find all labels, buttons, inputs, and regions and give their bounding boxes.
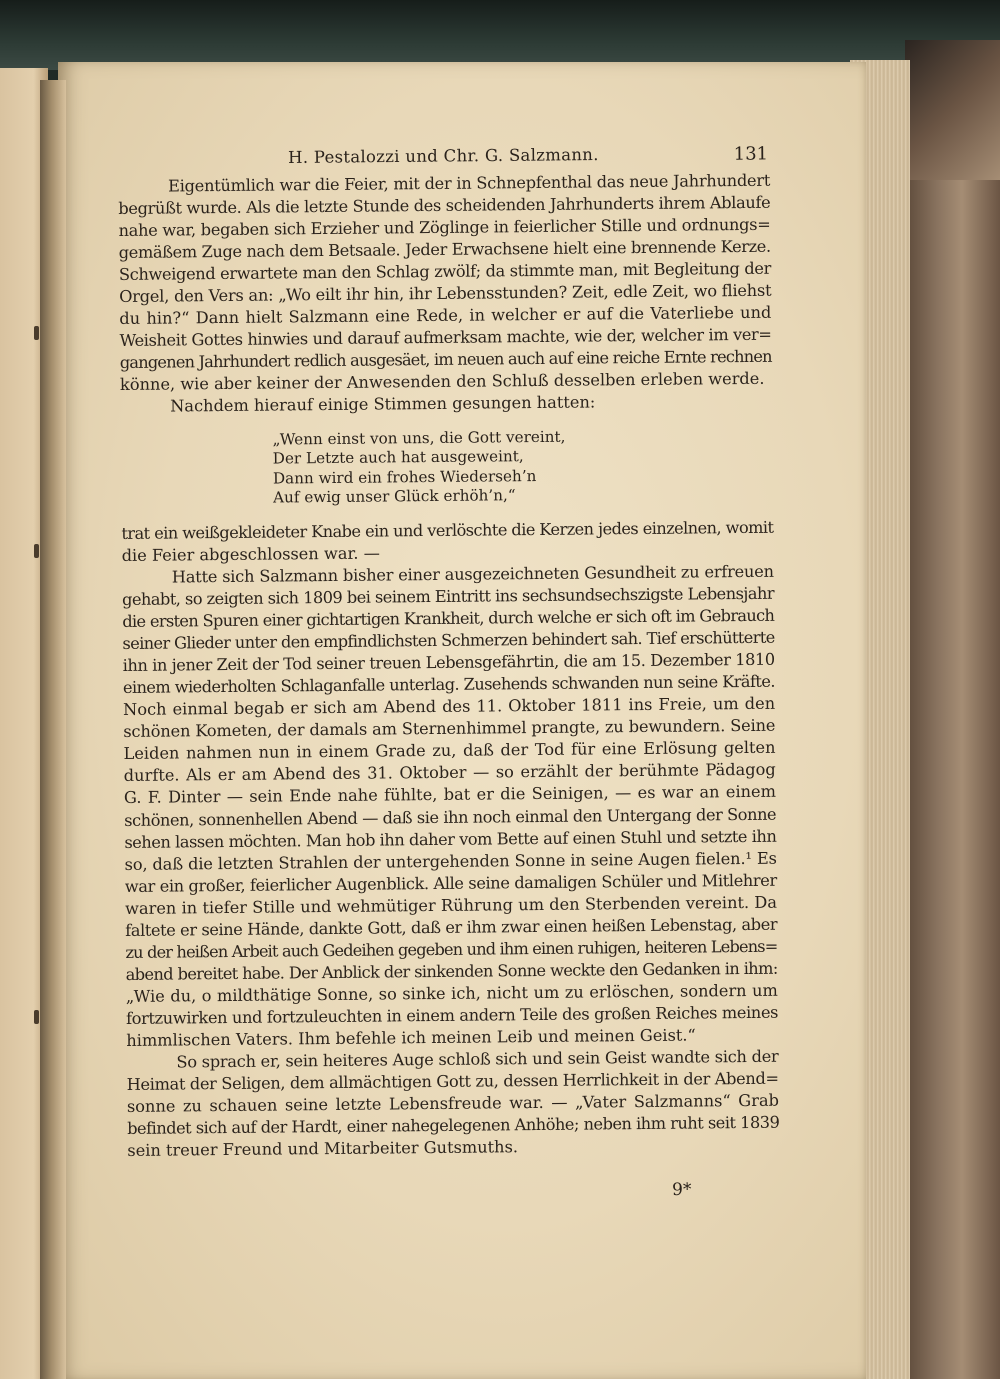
signature-mark: 9* [672,1179,692,1200]
verse-line: Der Letzte auch hat ausgeweint, [272,447,524,468]
text-line: gemäßem Zuge nach dem Betsaale. Jeder Erwachsene hielt eine brennende Kerze. [118,236,771,263]
text-line: gehabt, so zeigten sich 1809 bei seinem Eintritt ins sechsundsechszigste Lebensjahr [121,583,775,610]
text-line: Heimat der Seligen, dem allmächtigen Gott zu, dessen Herrlichkeit in der Abend= [126,1068,779,1095]
text-line: so, daß die letzten Strahlen der untergehenden Sonne in seine Augen fielen.¹ Es [124,848,777,874]
text-line: waren in tiefer Stille und wehmütiger Rührung um den Sterbenden vereint. Da [124,892,778,918]
text-line: „Wie du, o mildthätige Sonne, so sinke ich, nicht um zu erlöschen, sondern um [125,980,778,1006]
page-body [118,170,779,1162]
text-line: befindet sich auf der Hardt, einer nahegelegenen Anhöhe; neben ihm ruht seit 1839 [127,1112,780,1139]
text-line: Hatte sich Salzmann bisher einer ausgezeichneten Gesundheit zu erfreuen [171,561,774,587]
verse-line: „Wenn einst von uns, die Gott vereint, [272,427,566,449]
verse-line: Dann wird ein frohes Wiederseh’n [272,466,537,488]
text-line: einem wiederholten Schlaganfalle unterlag. Zusehends schwanden nun seine Kräfte. [122,671,775,698]
text-line: himmlischen Vaters. Ihm befehle ich meinen Leib und meinen Geist.“ [126,1025,696,1050]
text-line: schönen Kometen, der damals am Sternenhimmel prangte, zu bewundern. Seine [123,716,776,742]
verse-quote [120,425,773,510]
text-line: Noch einmal begab er sich am Abend des 11. Oktober 1811 ins Freie, um den [123,693,776,720]
margin-mark [34,326,39,340]
binding-board-right [905,40,1000,1379]
running-title: H. Pestalozzi und Chr. G. Salzmann. [288,145,599,167]
text-line: Eigentümlich war die Feier, mit der in Schnepfenthal das neue Jahrhundert [168,170,771,196]
page-header [288,143,768,170]
margin-mark [34,544,39,558]
text-line: du hin?“ Dann hielt Salzmann eine Rede, in welcher er auf die Vaterliebe und [119,303,772,329]
text-line: schönen, sonnenhellen Abend — daß sie ihn noch einmal den Untergang der Sonne [124,804,777,830]
text-line: Nachdem hierauf einige Stimmen gesungen hatten: [170,392,596,416]
text-line: durfte. Als er am Abend des 31. Oktober — so erzählt der berühmte Pädagog [123,760,776,786]
text-line: sonne zu schauen seine letzte Lebensfreude war. — „Vater Salzmanns“ Grab [126,1090,779,1117]
text-line: war ein großer, feierlicher Augenblick. Alle seine damaligen Schüler und Mitlehrer [124,870,777,896]
text-line: fortzuwirken und fortzuleuchten in einem andern Teile des großen Reiches meines [125,1002,779,1028]
book-gutter [40,80,66,1379]
text-line: Leiden nahmen nun in einem Grade zu, daß der Tod für eine Erlösung gelten [123,738,776,764]
paragraph [122,561,779,1052]
paragraph [126,1046,779,1162]
text-line: seiner Glieder unter den empfindlichsten Schmerzen behindert sah. Tief erschütterte [122,627,775,654]
text-line: nahe war, begaben sich Erzieher und Zöglinge in feierlicher Stille und ordnungs= [118,214,771,241]
text-line: die Feier abgeschlossen war. — [121,543,380,565]
text-line: faltete er seine Hände, dankte Gott, daß er ihm zwar einen heißen Lebenstag, aber [125,914,778,940]
verse-line: Auf ewig unser Glück erhöh’n,“ [273,486,516,507]
text-line: Weisheit Gottes hinwies und darauf aufmerksam machte, wie der, welcher im ver= [119,325,772,351]
text-line: zu der heißen Arbeit auch Gedeihen gegeben und ihm einen ruhigen, heiteren Lebens= [125,936,778,962]
text-line: gangenen Jahrhundert redlich ausgesäet, im neuen auch auf eine reiche Ernte rechnen [119,347,772,373]
paragraph [121,517,773,567]
text-line: könne, wie aber keiner der Anwesenden den Schluß desselben erleben werde. [119,369,765,395]
text-line: trat ein weißgekleideter Knabe ein und verlöschte die Kerzen jedes einzelnen, womit [121,517,774,543]
text-line: begrüßt wurde. Als die letzte Stunde des scheidenden Jahrhunderts ihrem Ablaufe [118,192,771,219]
text-line: ihn in jener Zeit der Tod seiner treuen Lebensgefährtin, die am 15. Dezember 1810 [122,649,775,676]
text-line: So sprach er, sein heiteres Auge schloß sich und sein Geist wandte sich der [176,1046,779,1072]
text-line: Schweigend erwartete man den Schlag zwölf; da stimmte man, mit Begleitung der [118,258,772,285]
text-line: G. F. Dinter — sein Ende nahe fühlte, bat er die Seinigen, — es war an einem [123,782,777,808]
binding-corner [905,40,1000,180]
text-line: sehen lassen möchten. Man hob ihn daher vom Bette auf einen Stuhl und setzte ihn [124,826,777,852]
text-line: die ersten Spuren einer gichtartigen Krankheit, durch welche er sich oft im Gebrauch [122,605,775,632]
paragraph [118,170,772,397]
text-line: abend bereitet habe. Der Anblick der sinkenden Sonne weckte den Gedanken in ihm: [125,958,778,984]
text-line: Orgel, den Vers an: „Wo eilt ihr hin, ihr Lebensstunden? Zeit, edle Zeit, wo fliehst [119,280,772,307]
page-number: 131 [733,143,769,165]
text-line: sein treuer Freund und Mitarbeiter Gutsmuths. [127,1137,519,1161]
margin-mark [34,1010,39,1024]
